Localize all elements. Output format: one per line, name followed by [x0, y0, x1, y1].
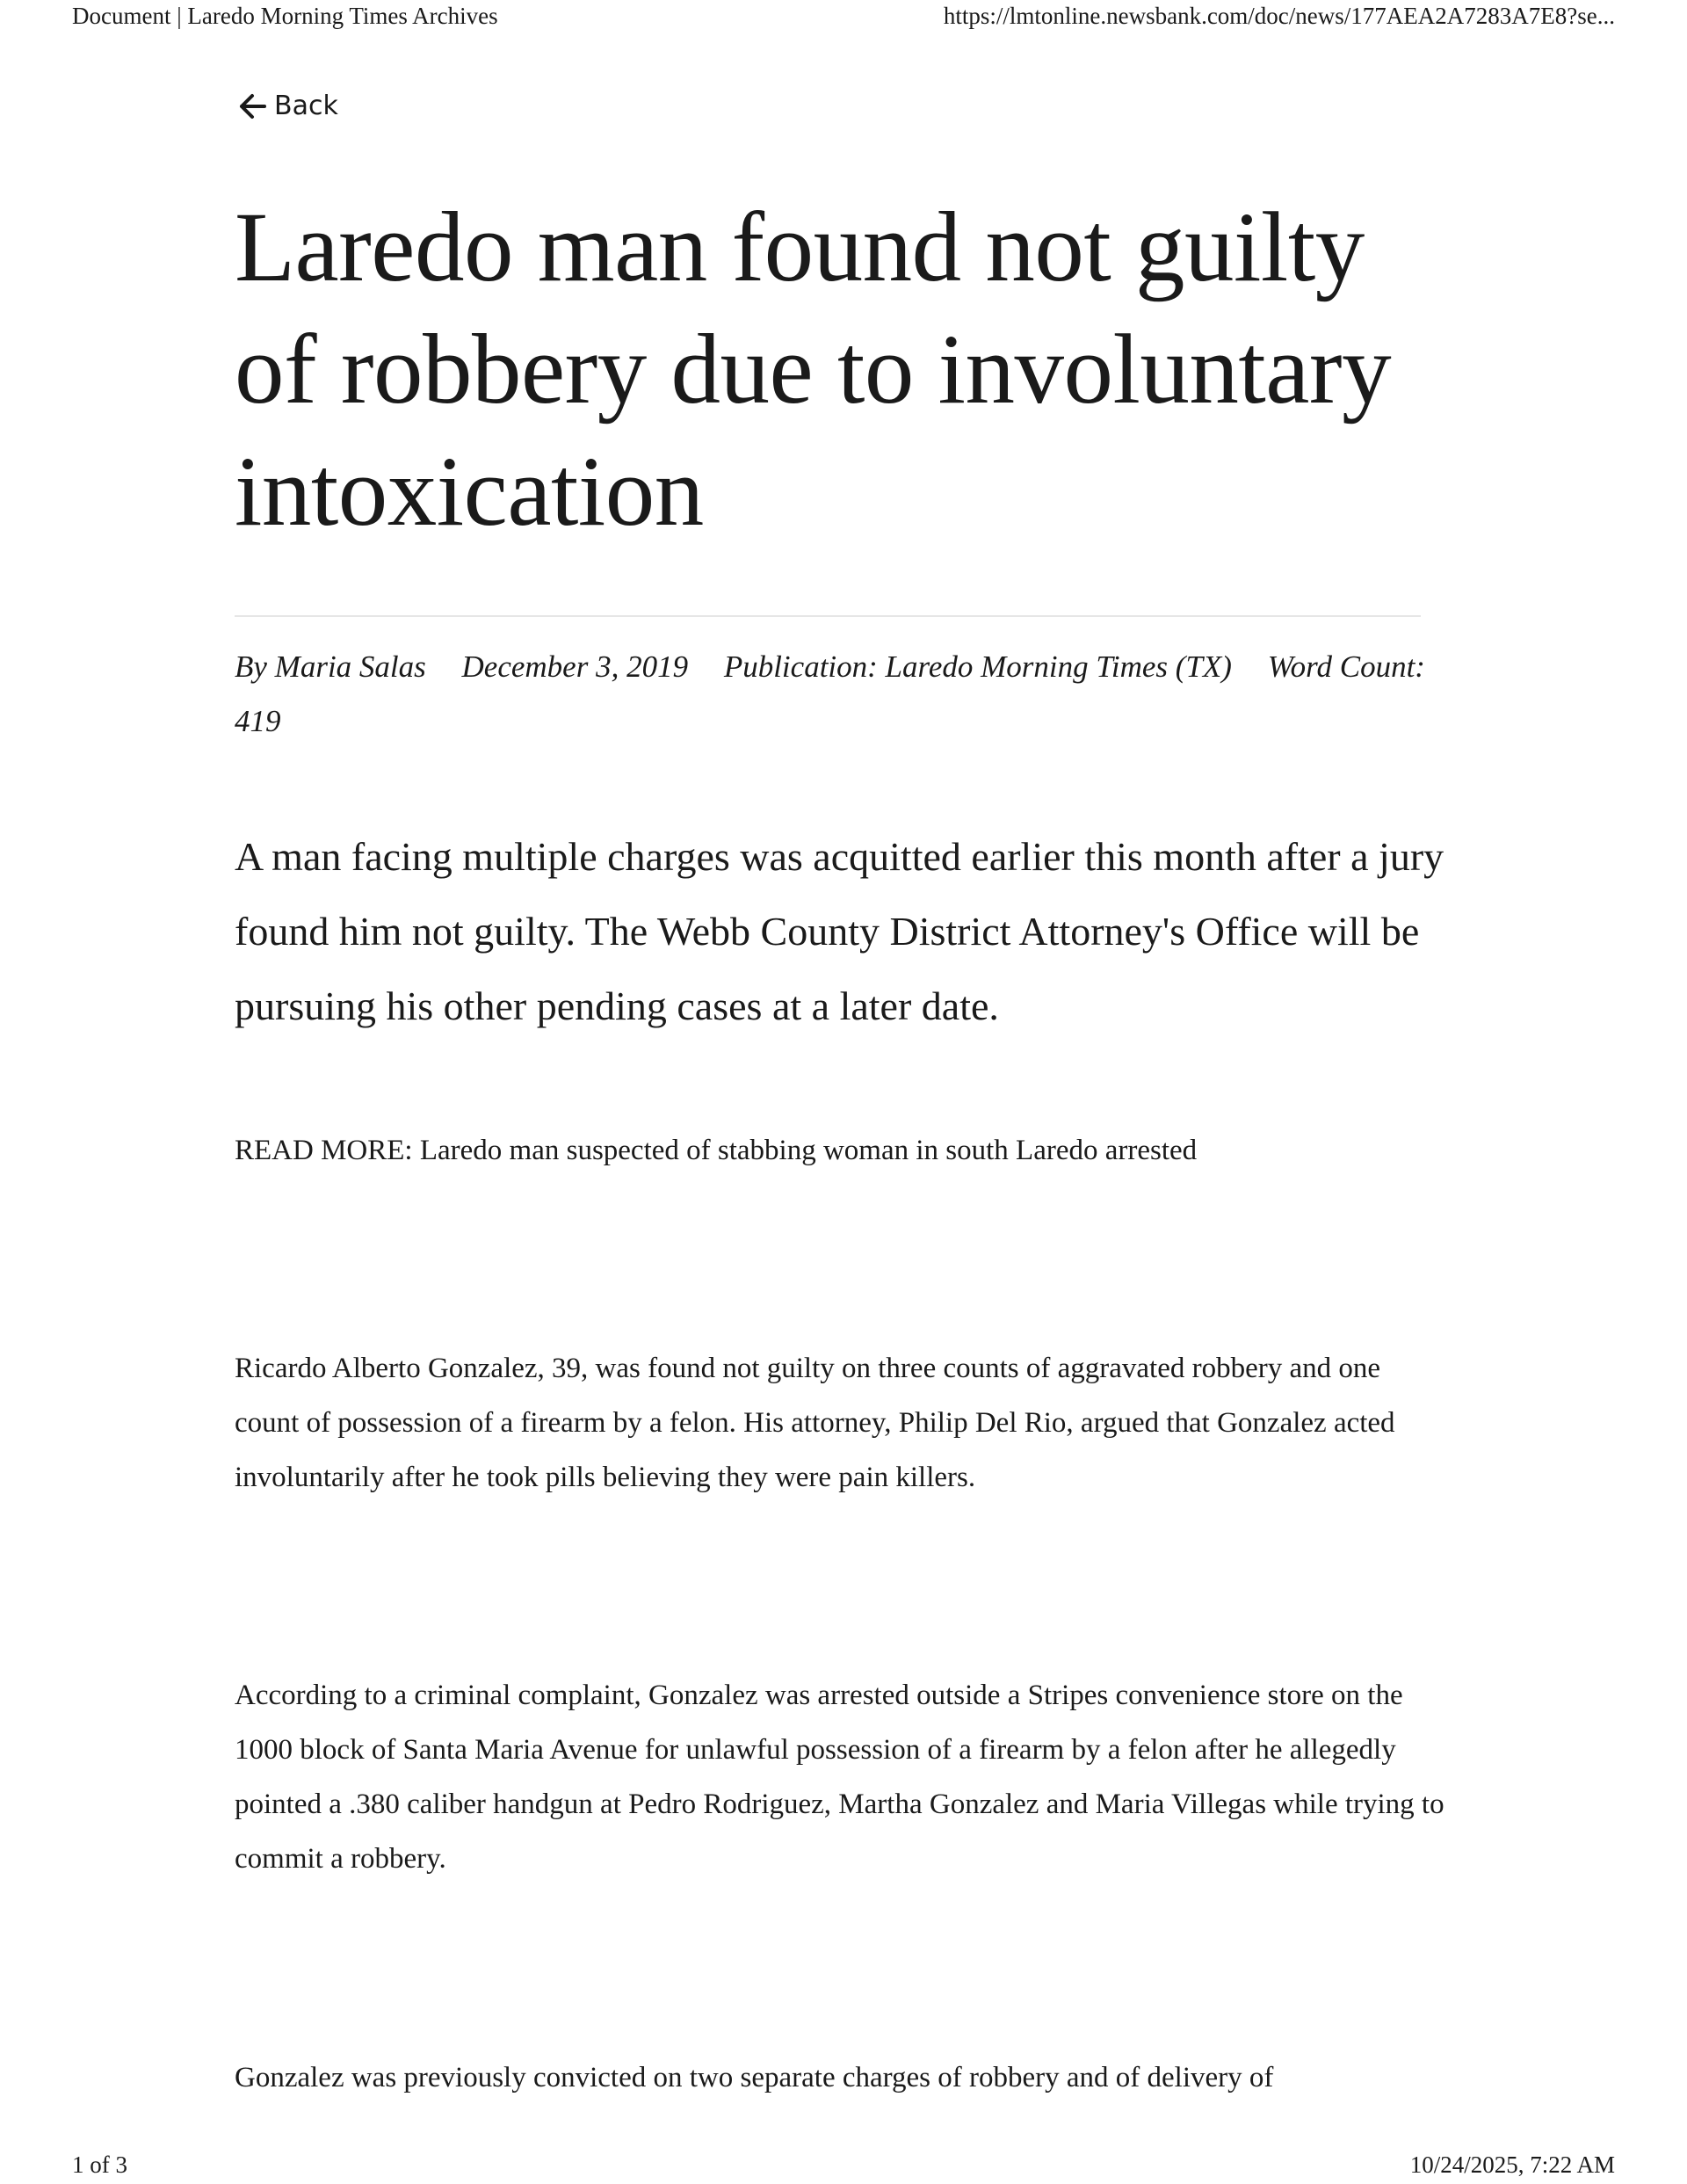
publication: Publication: Laredo Morning Times (TX)	[723, 649, 1232, 684]
article-lede: A man facing multiple charges was acquitted earlier this month after a jury found him not guilty. The Webb County District Attorney's Office will be pursuing his other pending cases at a later date.	[235, 834, 1444, 1028]
article-meta	[235, 640, 1430, 749]
arrow-left-icon	[239, 93, 267, 120]
article-paragraph: Ricardo Alberto Gonzalez, 39, was found not guilty on three counts of aggravated robbery and one count of possession of a firearm by a felon. His attorney, Philip Del Rio, argued that Gonzalez acted involuntarily after he took pills believing they were pain killers.	[235, 1353, 1395, 1493]
back-link[interactable]	[239, 91, 338, 121]
publish-date: December 3, 2019	[461, 649, 689, 684]
print-header-title: Document | Laredo Morning Times Archives	[72, 3, 498, 29]
byline: By Maria Salas	[235, 649, 426, 684]
divider	[235, 615, 1421, 617]
print-header	[72, 2, 1615, 30]
word-count: Word Count: 419	[235, 649, 1425, 738]
back-label: Back	[274, 91, 338, 121]
page-number: 1 of 3	[72, 2151, 127, 2178]
print-header-url: https://lmtonline.newsbank.com/doc/news/177AEA2A7283A7E8?se...	[943, 3, 1615, 29]
article-headline: Laredo man found not guilty of robbery due to involuntary intoxication	[235, 192, 1392, 547]
article-paragraph: Gonzalez was previously convicted on two separate charges of robbery and of delivery of	[235, 2062, 1274, 2093]
print-timestamp: 10/24/2025, 7:22 AM	[1409, 2151, 1615, 2178]
article-paragraph: According to a criminal complaint, Gonzalez was arrested outside a Stripes convenience store on the 1000 block of Santa Maria Avenue for unlawful possession of a firearm by a felon after he allegedly pointed a .380 caliber handgun at Pedro Rodriguez, Martha Gonzalez and Maria Villegas while trying to commit a robbery.	[235, 1680, 1444, 1875]
read-more-link[interactable]: READ MORE: Laredo man suspected of stabbing woman in south Laredo arrested	[235, 1135, 1198, 1166]
print-footer	[72, 2151, 1615, 2179]
